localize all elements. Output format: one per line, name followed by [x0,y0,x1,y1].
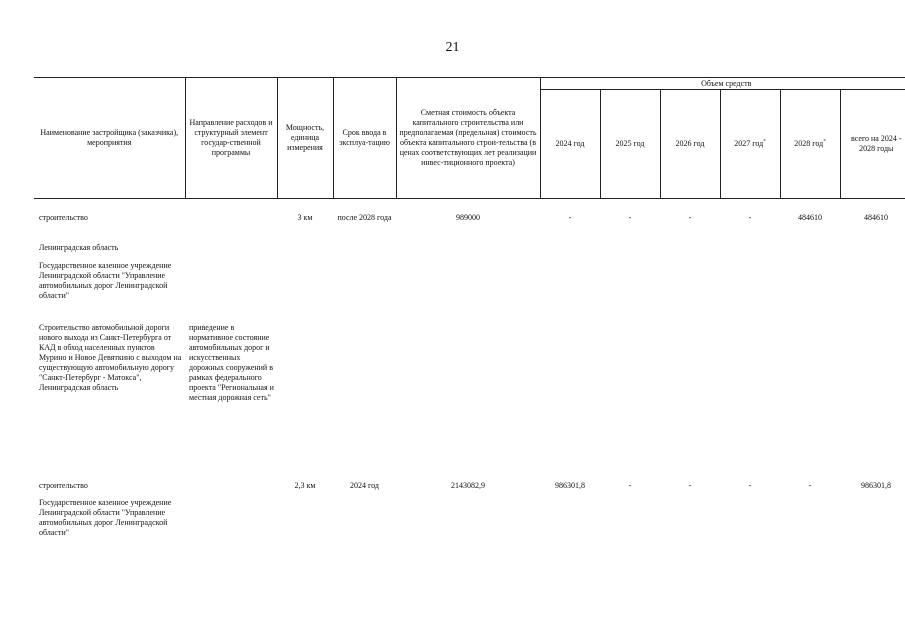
header-term: Срок ввода в эксплуа-тацию [333,78,396,199]
row-2026: - [688,213,692,222]
row-capacity: 2,3 км [294,481,316,490]
table-row [34,243,905,261]
row-capacity: 3 км [297,213,313,222]
row-name: Государственное казенное учреждение Ленинградской области "Управление автомобильных дорог Ленинградской области" [39,261,172,300]
row-cost: 2143082,9 [451,481,485,490]
header-capacity: Мощность, единица измерения [277,78,333,199]
table-row [34,498,905,560]
row-2027: - [748,213,752,222]
header-direction: Направление расходов и структурный элемент государ-ственной программы [185,78,277,199]
row-name: строительство [39,481,88,490]
header-funds: Объем средств [540,78,905,90]
row-2025: - [628,213,632,222]
table-row [34,213,905,243]
header-year-2027: 2027 год* [720,90,780,199]
table-row [34,323,905,481]
header-year-2026: 2026 год [660,90,720,199]
header-year-2024: 2024 год [540,90,600,199]
row-2026: - [688,481,692,490]
capital-investment-table [34,77,905,560]
table-row [34,481,905,498]
row-2027: - [748,481,752,490]
row-term: 2024 год [350,481,379,490]
row-name: Строительство автомобильной дороги нового выхода из Санкт-Петербурга от КАД в обход населенных пунктов Мурино и Новое Девяткино с выходом на существующую автомобильную дорогу "Санкт-Петербург - Матокса", Ленинградская область [39,323,182,392]
row-2024: 986301,8 [555,481,585,490]
header-total: всего на 2024 - 2028 годы [840,90,905,199]
row-name: строительство [39,213,88,222]
row-term: после 2028 года [337,213,392,222]
row-2025: - [628,481,632,490]
row-direction: приведение в нормативное состояние автомобильных дорог и искусственных дорожных сооружений в рамках федерального проекта "Региональная и местная дорожная сеть" [189,323,274,402]
row-2028: - [808,481,812,490]
table-row [34,261,905,323]
header-name: Наименование застройщика (заказчика), мероприятия [34,78,185,199]
row-total: 986301,8 [861,481,892,490]
row-cost: 989000 [456,213,480,222]
page-number: 21 [445,40,460,55]
row-name: Государственное казенное учреждение Ленинградской области "Управление автомобильных дорог Ленинградской области" [39,498,172,537]
header-cost: Сметная стоимость объекта капитального строительства или предполагаемая (предельная) стоимость объекта капитального строи-тельства (в ценах соответствующих лет реализации инвес-тиционного проекта) [396,78,540,199]
header-year-2028: 2028 год* [780,90,840,199]
row-name: Ленинградская область [39,243,119,252]
header-year-2025: 2025 год [600,90,660,199]
row-total: 484610 [864,213,889,222]
row-2024: - [568,213,572,222]
row-2028: 484610 [798,213,822,222]
